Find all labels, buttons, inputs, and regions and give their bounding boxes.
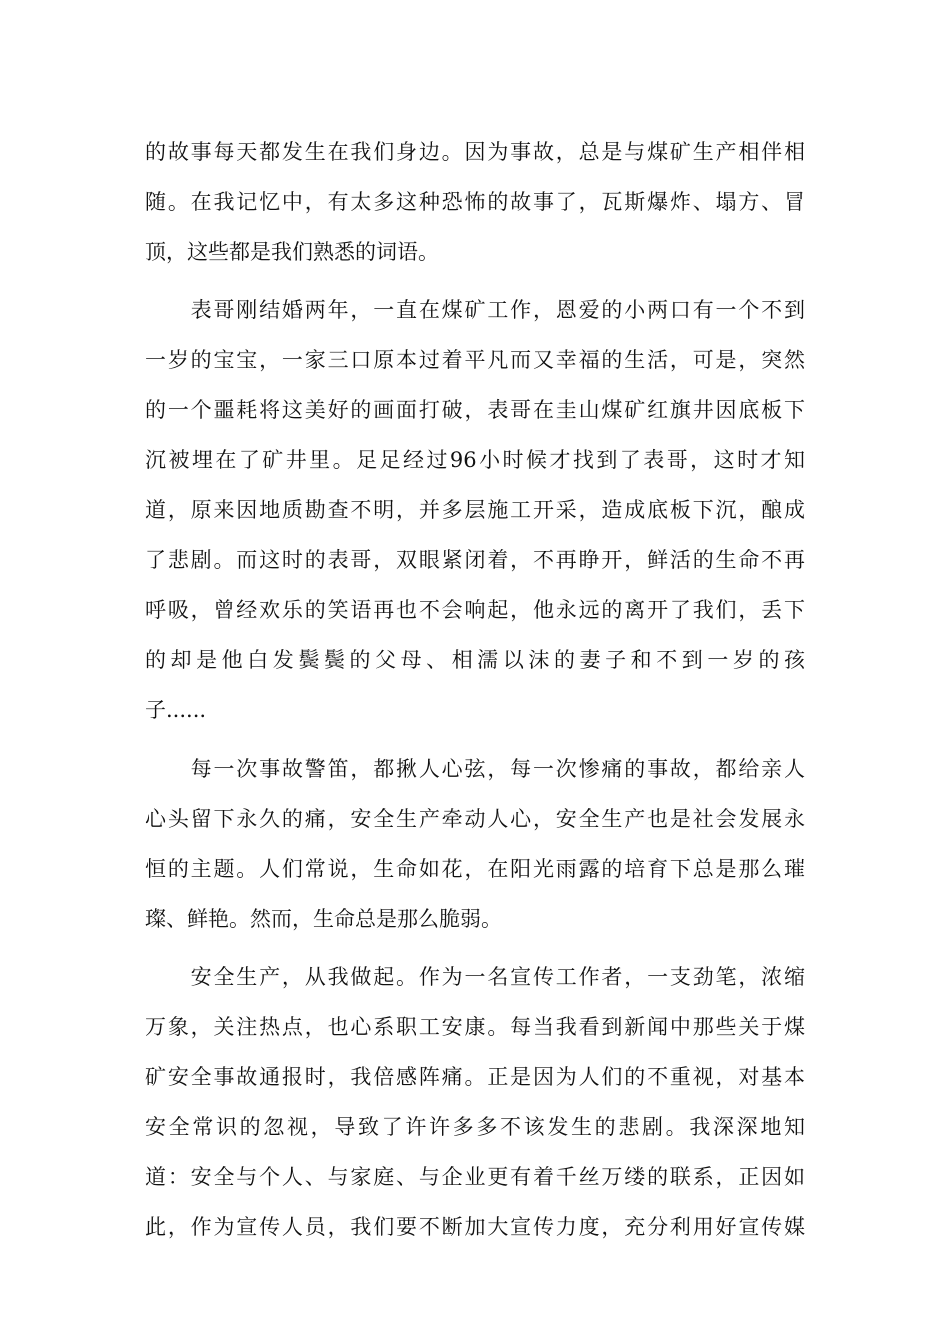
text-line: 的一个噩耗将这美好的画面打破，表哥在圭山煤矿红旗井因底板下 [145,398,805,422]
text-line: 此，作为宣传人员，我们要不断加大宣传力度，充分利用好宣传媒 [145,1215,805,1239]
text-line: 随。在我记忆中，有太多这种恐怖的故事了，瓦斯爆炸、塌方、冒 [145,190,805,214]
text-line: 矿安全事故通报时，我倍感阵痛。正是因为人们的不重视，对基本 [145,1065,805,1089]
text-line: 璨、鲜艳。然而，生命总是那么脆弱。 [145,907,502,931]
text-line: 沉被埋在了矿井里。足足经过96小时候才找到了表哥，这时才知 [145,448,805,472]
text-line: 万象，关注热点，也心系职工安康。每当我看到新闻中那些关于煤 [145,1015,805,1039]
text-line: 安全常识的忽视，导致了许许多多不该发生的悲剧。我深深地知 [145,1115,805,1139]
text-line: 了悲剧。而这时的表哥，双眼紧闭着，不再睁开，鲜活的生命不再 [145,548,805,572]
text-line: 心头留下永久的痛，安全生产牵动人心，安全生产也是社会发展永 [145,807,805,831]
text-line: 的故事每天都发生在我们身边。因为事故，总是与煤矿生产相伴相 [145,140,805,164]
text-line: 顶，这些都是我们熟悉的词语。 [145,240,439,264]
text-line: 恒的主题。人们常说，生命如花，在阳光雨露的培育下总是那么璀 [145,857,805,881]
text-line: 的却是他白发鬓鬓的父母、相濡以沫的妻子和不到一岁的孩 [145,648,805,672]
text-line: 道：安全与个人、与家庭、与企业更有着千丝万缕的联系，正因如 [145,1165,805,1189]
text-line: 呼吸，曾经欢乐的笑语再也不会响起，他永远的离开了我们，丢下 [145,598,805,622]
text-line: 表哥刚结婚两年，一直在煤矿工作，恩爱的小两口有一个不到 [145,298,805,322]
text-line: 子...... [145,698,207,722]
text-line: 每一次事故警笛，都揪人心弦，每一次惨痛的事故，都给亲人 [145,757,805,781]
text-line: 安全生产，从我做起。作为一名宣传工作者，一支劲笔，浓缩 [145,965,805,989]
text-line: 一岁的宝宝，一家三口原本过着平凡而又幸福的生活，可是，突然 [145,348,805,372]
text-line: 道，原来因地质勘查不明，并多层施工开采，造成底板下沉，酿成 [145,498,805,522]
